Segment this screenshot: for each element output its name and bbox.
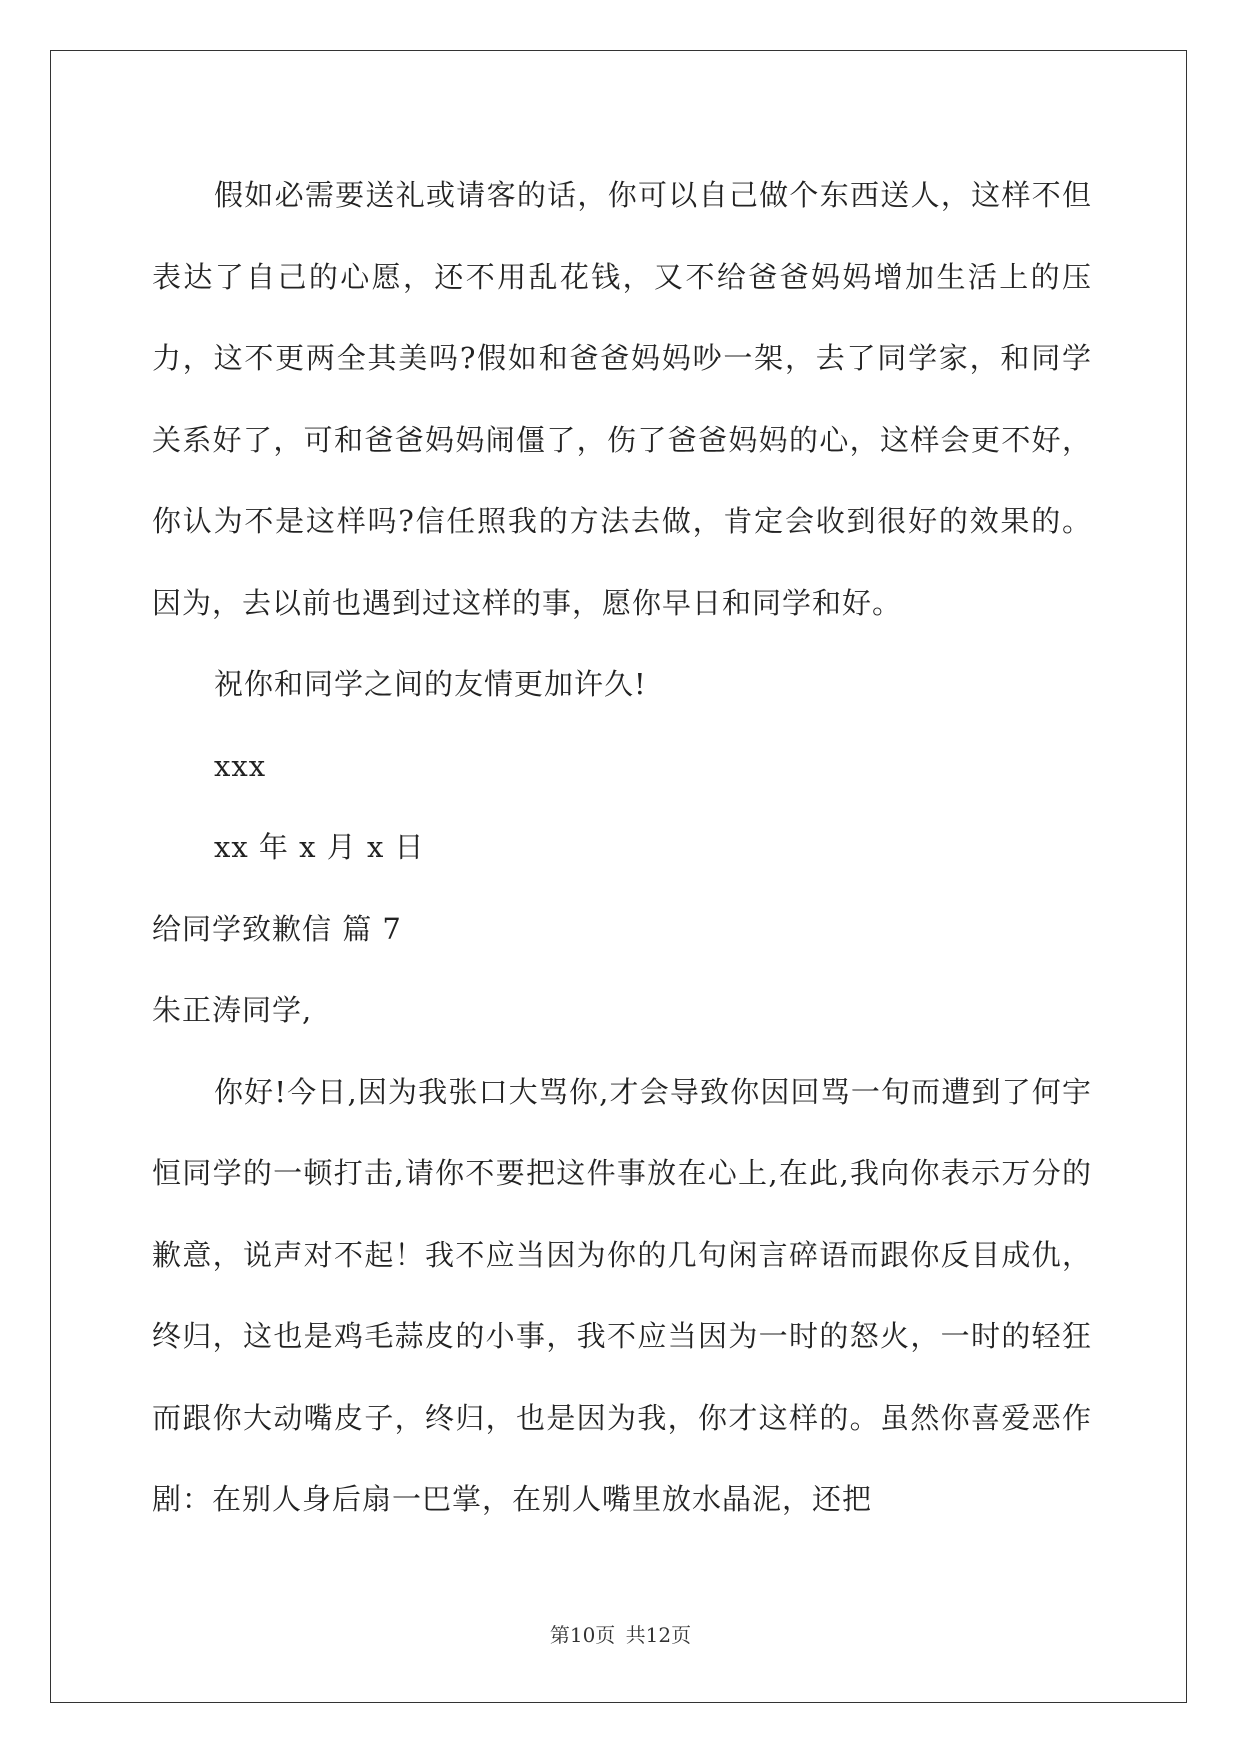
document-body bbox=[152, 155, 1092, 1541]
page-footer bbox=[0, 1619, 1241, 1648]
date-line: xx 年 x 月 x 日 bbox=[214, 830, 425, 864]
section-title: 给同学致歉信 篇 7 bbox=[152, 911, 402, 946]
salutation: 朱正涛同学, bbox=[152, 993, 313, 1027]
paragraph-wish: 祝你和同学之间的友情更加许久! bbox=[214, 667, 647, 701]
paragraph-apology: 你好!今日,因为我张口大骂你,才会导致你因回骂一句而遭到了何宇恒同学的一顿打击,请你不要把这件事放在心上,在此,我向你表示万分的歉意，说声对不起！我不应当因为你的几句闲言碎语而跟你反目成仇，终归，这也是鸡毛蒜皮的小事，我不应当因为一时的怒火，一时的轻狂而跟你大动嘴皮子，终归，也是因为我，你才这样的。虽然你喜爱恶作剧：在别人身后扇一巴掌，在别人嘴里放水晶泥，还把 bbox=[152, 1074, 1092, 1516]
page-total: 共12页 bbox=[625, 1623, 692, 1647]
signature: xxx bbox=[214, 748, 267, 783]
paragraph-advice: 假如必需要送礼或请客的话，你可以自己做个东西送人，这样不但表达了自己的心愿，还不用乱花钱，又不给爸爸妈妈增加生活上的压力，这不更两全其美吗?假如和爸爸妈妈吵一架，去了同学家，和同学关系好了，可和爸爸妈妈闹僵了，伤了爸爸妈妈的心，这样会更不好，你认为不是这样吗?信任照我的方法去做，肯定会收到很好的效果的。因为，去以前也遇到过这样的事，愿你早日和同学和好。 bbox=[152, 178, 1092, 620]
page-number: 第10页 bbox=[549, 1623, 616, 1647]
